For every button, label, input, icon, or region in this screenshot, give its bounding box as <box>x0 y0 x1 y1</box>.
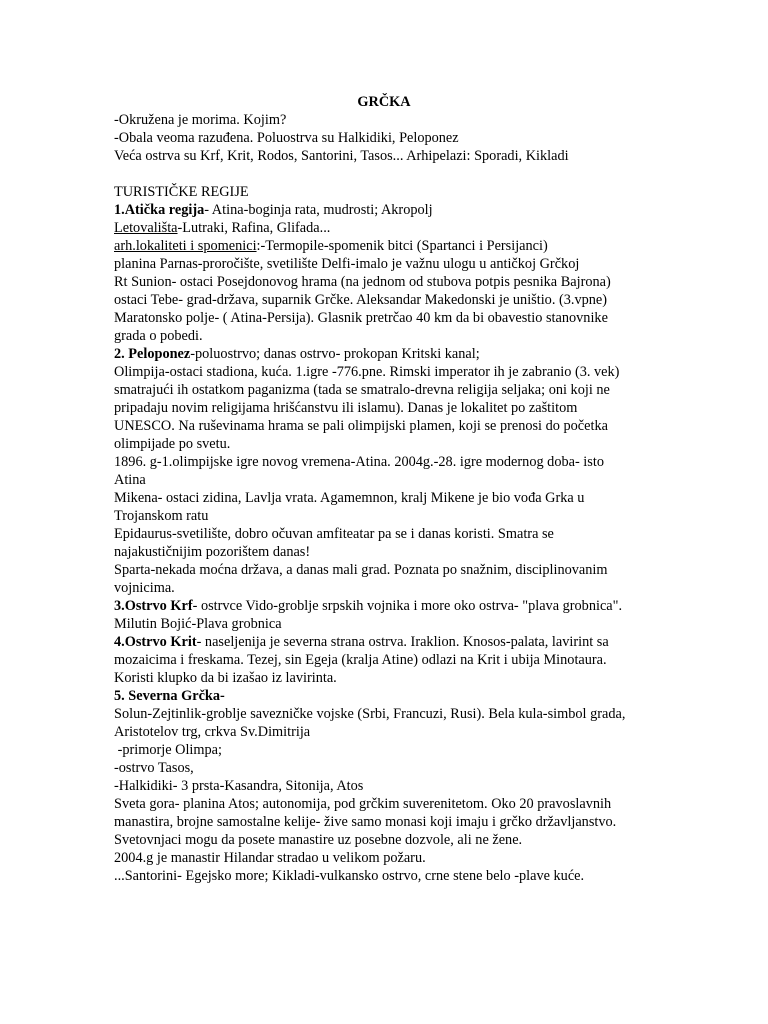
region-1-resorts-text: -Lutraki, Rafina, Glifada... <box>177 220 331 236</box>
region-5-heading: 5. Severna Grčka- <box>114 688 225 704</box>
region-5-line-8: manastira, brojne samostalne kelije- žive samo monasi koji imaju i grčko državljanstvo. <box>114 814 617 830</box>
region-3-heading-line <box>114 597 654 615</box>
region-1-line-5: Rt Sunion- ostaci Posejdonovog hrama (na jednom od stubova potpis pesnika Bajrona) <box>114 274 611 290</box>
region-1-line-6: ostaci Tebe- grad-država, suparnik Grčke. Aleksandar Makedonski je uništio. (3.vpne) <box>114 292 608 308</box>
region-5-line-2: Solun-Zejtinlik-groblje savezničke vojske (Srbi, Francuzi, Rusi). Bela kula-simbol grada, <box>114 706 626 722</box>
region-2-heading-text: -poluostrvo; danas ostrvo- prokopan Kritski kanal; <box>190 346 480 362</box>
region-1-line-4: planina Parnas-proročište, svetilište Delfi-imalo je važnu ulogu u antičkoj Grčkoj <box>114 256 580 272</box>
region-4-heading: 4.Ostrvo Krit <box>114 634 197 650</box>
region-5-line-6: -Halkidiki- 3 prsta-Kasandra, Sitonija, Atos <box>114 778 364 794</box>
region-4-heading-line <box>114 633 654 651</box>
region-5-line-3: Aristotelov trg, crkva Sv.Dimitrija <box>114 724 311 740</box>
intro-line-3: Veća ostrva su Krf, Krit, Rodos, Santorini, Tasos... Arhipelazi: Sporadi, Kikladi <box>114 148 569 164</box>
region-5-heading-line <box>114 687 654 705</box>
region-2-line-3: smatrajući ih ostatkom paganizma (tada se smatralo-drevna religija seljaka; oni koji ne <box>114 382 610 398</box>
region-1-heading-text: - Atina-boginja rata, mudrosti; Akropolj <box>204 202 433 218</box>
region-4-line-3: Koristi klupko da bi izašao iz lavirinta. <box>114 670 337 686</box>
region-1-resorts-line <box>114 219 654 237</box>
region-1-heading: 1.Atička regija <box>114 202 205 218</box>
region-1-line-8: grada o pobedi. <box>114 328 203 344</box>
region-2-line-10: Trojanskom ratu <box>114 508 209 524</box>
region-1-sites-text: :-Termopile-spomenik bitci (Spartanci i Persijanci) <box>256 238 548 254</box>
region-2-line-7: 1896. g-1.olimpijske igre novog vremena-Atina. 2004g.-28. igre modernog doba- isto <box>114 454 604 470</box>
document-body <box>114 111 654 885</box>
region-2-line-9: Mikena- ostaci zidina, Lavlja vrata. Agamemnon, kralj Mikene je bio vođa Grka u <box>114 490 585 506</box>
region-3-heading-text: - ostrvce Vido-groblje srpskih vojnika i more oko ostrva- "plava grobnica". <box>192 598 623 614</box>
region-2-line-13: Sparta-nekada moćna država, a danas mali grad. Poznata po snažnim, disciplinovanim <box>114 562 608 578</box>
intro-line-1: -Okružena je morima. Kojim? <box>114 112 287 128</box>
region-5-line-7: Sveta gora- planina Atos; autonomija, pod grčkim suverenitetom. Oko 20 pravoslavnih <box>114 796 612 812</box>
region-2-line-8: Atina <box>114 472 146 488</box>
region-1-sites-label: arh.lokaliteti i spomenici <box>114 238 257 254</box>
region-3-heading: 3.Ostrvo Krf <box>114 598 193 614</box>
region-4-heading-text: - naseljenija je severna strana ostrva. Iraklion. Knosos-palata, lavirint sa <box>196 634 609 650</box>
region-5-line-9: Svetovnjaci mogu da posete manastire uz posebne dozvole, ali ne žene. <box>114 832 523 848</box>
blank-line <box>114 165 654 183</box>
region-5-line-4: -primorje Olimpa; <box>114 742 222 758</box>
intro-line-2: -Obala veoma razuđena. Poluostrva su Halkidiki, Peloponez <box>114 130 459 146</box>
region-2-heading: 2. Peloponez <box>114 346 191 362</box>
region-2-line-5: UNESCO. Na ruševinama hrama se pali olimpijski plamen, koji se prenosi do početka <box>114 418 608 434</box>
region-2-line-2: Olimpija-ostaci stadiona, kuća. 1.igre -776.pne. Rimski imperator ih je zabranio (3. vek) <box>114 364 620 380</box>
region-2-line-12: najakustičnijim pozorištem danas! <box>114 544 311 560</box>
region-5-line-11: ...Santorini- Egejsko more; Kikladi-vulkansko ostrvo, crne stene belo -plave kuće. <box>114 868 585 884</box>
region-2-heading-line <box>114 345 654 363</box>
region-3-line-2: Milutin Bojić-Plava grobnica <box>114 616 282 632</box>
region-1-sites-line <box>114 237 654 255</box>
document-title: GRČKA <box>357 94 411 110</box>
region-4-line-2: mozaicima i freskama. Tezej, sin Egeja (kralja Atine) odlazi na Krit i ubija Minotaura. <box>114 652 607 668</box>
region-1-resorts-label: Letovališta <box>114 220 178 236</box>
region-2-line-11: Epidaurus-svetilište, dobro očuvan amfiteatar pa se i danas koristi. Smatra se <box>114 526 554 542</box>
region-5-line-5: -ostrvo Tasos, <box>114 760 194 776</box>
section-heading: TURISTIČKE REGIJE <box>114 184 249 200</box>
region-1-heading-line <box>114 201 654 219</box>
region-2-line-14: vojnicima. <box>114 580 175 596</box>
region-2-line-4: pripadaju novim religijama hrišćanstvu ili islamu). Danas je lokalitet po zaštitom <box>114 400 578 416</box>
region-5-line-10: 2004.g je manastir Hilandar stradao u velikom požaru. <box>114 850 426 866</box>
region-1-line-7: Maratonsko polje- ( Atina-Persija). Glasnik pretrčao 40 km da bi obavestio stanovnike <box>114 310 608 326</box>
region-2-line-6: olimpijade po svetu. <box>114 436 231 452</box>
